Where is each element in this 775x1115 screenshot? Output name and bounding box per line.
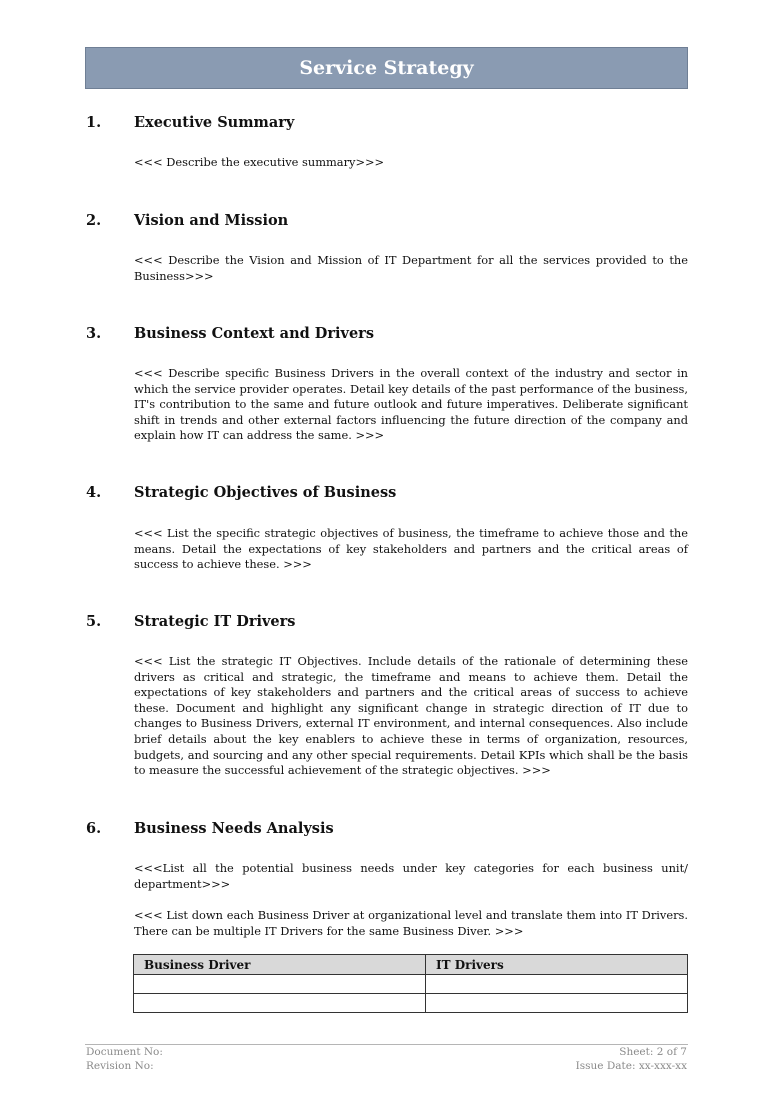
business-it-drivers-table — [133, 954, 688, 1013]
section-number: 2. — [86, 212, 102, 229]
column-header-business-driver: Business Driver — [134, 955, 426, 975]
table-cell — [426, 994, 688, 1013]
table-header-row — [134, 955, 688, 975]
section-title: Strategic IT Drivers — [134, 613, 296, 630]
section-2-paragraph: <<< Describe the Vision and Mission of IT Department for all the services provided to the Business>>> — [134, 253, 688, 283]
section-number: 4. — [86, 484, 102, 501]
footer-divider — [85, 1044, 688, 1045]
footer-document-no: Document No: — [86, 1046, 163, 1058]
section-6-paragraph-2: <<< List down each Business Driver at organizational level and translate them into IT Drivers. There can be multiple IT Drivers for the same Business Diver. >>> — [134, 908, 688, 938]
section-number: 3. — [86, 325, 102, 342]
table-row — [134, 975, 688, 994]
column-header-it-drivers: IT Drivers — [426, 955, 688, 975]
section-4-paragraph: <<< List the specific strategic objectives of business, the timeframe to achieve those and the means. Detail the expectations of key stakeholders and partners and the critical areas of success to achieve these. >>> — [134, 526, 688, 572]
section-1-paragraph: <<< Describe the executive summary>>> — [134, 155, 385, 169]
table-row — [134, 994, 688, 1013]
section-6-paragraph-1: <<<List all the potential business needs under key categories for each business unit/ department>>> — [134, 861, 688, 891]
document-title-banner — [85, 47, 688, 89]
section-5-paragraph: <<< List the strategic IT Objectives. Include details of the rationale of determining these drivers as critical and strategic, the timeframe and means to achieve them. Detail the expectations of key stakeholders and partners and the critical areas of success to achieve these. Document and highlight any significant change in strategic direction of IT due to changes to Business Drivers, external IT environment, and internal consequences. Also include brief details about the key enablers to achieve these in terms of organization, resources, budgets, and sourcing and any other special requirements. Detail KPIs which shall be the basis to measure the successful achievement of the strategic objectives. >>> — [134, 654, 688, 778]
table-cell — [426, 975, 688, 994]
section-title: Business Context and Drivers — [134, 325, 374, 342]
footer-sheet-number: Sheet: 2 of 7 — [619, 1046, 687, 1058]
table-cell — [134, 994, 426, 1013]
section-title: Business Needs Analysis — [134, 820, 334, 837]
footer-revision-no: Revision No: — [86, 1060, 154, 1072]
section-title: Strategic Objectives of Business — [134, 484, 397, 501]
section-title: Vision and Mission — [134, 212, 289, 229]
section-number: 5. — [86, 613, 102, 630]
table-cell — [134, 975, 426, 994]
section-number: 6. — [86, 820, 102, 837]
section-number: 1. — [86, 114, 102, 131]
footer-issue-date: Issue Date: xx-xxx-xx — [575, 1060, 687, 1072]
section-title: Executive Summary — [134, 114, 295, 131]
section-3-paragraph: <<< Describe specific Business Drivers in the overall context of the industry and sector in which the service provider operates. Detail key details of the past performance of the business, IT's contribution to the same and future outlook and future imperatives. Deliberate significant shift in trends and other external factors influencing the future direction of the company and explain how IT can address the same. >>> — [134, 366, 688, 443]
document-title: Service Strategy — [299, 57, 474, 79]
